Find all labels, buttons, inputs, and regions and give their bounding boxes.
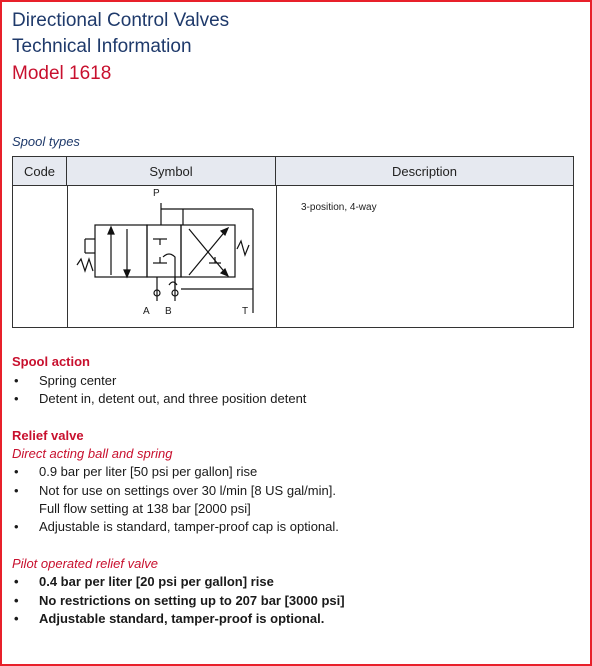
column-header-symbol: Symbol <box>67 157 276 186</box>
bullet-continuation: Full flow setting at 138 bar [2000 psi] <box>39 501 251 516</box>
bullet-marker: • <box>14 611 19 626</box>
bullet-text: 0.9 bar per liter [50 psi per gallon] rise <box>39 464 258 479</box>
spool-types-table <box>12 156 574 328</box>
bullet-marker: • <box>14 593 19 608</box>
relief-valve-heading: Relief valve <box>12 428 84 443</box>
envelope-center <box>147 225 181 277</box>
spool-action-heading: Spool action <box>12 354 90 369</box>
bullet-marker: • <box>14 391 19 406</box>
bullet-marker: • <box>14 519 19 534</box>
relief-valve-subheading: Direct acting ball and spring <box>12 446 173 461</box>
list-item <box>14 483 336 498</box>
table-divider-code <box>67 186 68 327</box>
bullet-text: No restrictions on setting up to 207 bar [3000 psi] <box>39 593 345 608</box>
port-label-p: P <box>153 188 160 199</box>
table-divider-symbol <box>276 186 277 327</box>
envelope-right <box>181 225 235 277</box>
pilot-relief-subheading: Pilot operated relief valve <box>12 556 158 571</box>
list-item <box>14 593 345 608</box>
list-item <box>14 391 306 406</box>
port-label-b: B <box>165 306 172 317</box>
bullet-text: Detent in, detent out, and three position detent <box>39 391 307 406</box>
port-label-a: A <box>143 306 150 317</box>
spool-description: 3-position, 4-way <box>301 202 377 213</box>
bullet-marker: • <box>14 483 19 498</box>
column-header-description: Description <box>276 157 573 186</box>
bullet-text: Not for use on settings over 30 l/min [8 US gal/min]. <box>39 483 336 498</box>
valve-symbol-diagram <box>71 189 271 325</box>
port-label-t: T <box>242 306 249 317</box>
list-item <box>14 464 257 479</box>
bullet-marker: • <box>14 464 19 479</box>
bullet-text: Adjustable standard, tamper-proof is optional. <box>39 611 325 626</box>
list-item <box>14 574 274 589</box>
list-item <box>14 611 324 626</box>
column-header-code: Code <box>13 157 67 186</box>
envelope-left <box>95 225 147 277</box>
bullet-text: Adjustable is standard, tamper-proof cap is optional. <box>39 519 339 534</box>
list-item <box>14 373 116 388</box>
title-line-2: Technical Information <box>12 36 192 57</box>
bullet-text: Spring center <box>39 373 117 388</box>
list-item <box>14 519 339 534</box>
bullet-text: 0.4 bar per liter [20 psi per gallon] rise <box>39 574 274 589</box>
spool-types-heading: Spool types <box>12 134 80 149</box>
model-title: Model 1618 <box>12 63 112 84</box>
bullet-marker: • <box>14 373 19 388</box>
bullet-marker: • <box>14 574 19 589</box>
title-line-1: Directional Control Valves <box>12 10 230 31</box>
